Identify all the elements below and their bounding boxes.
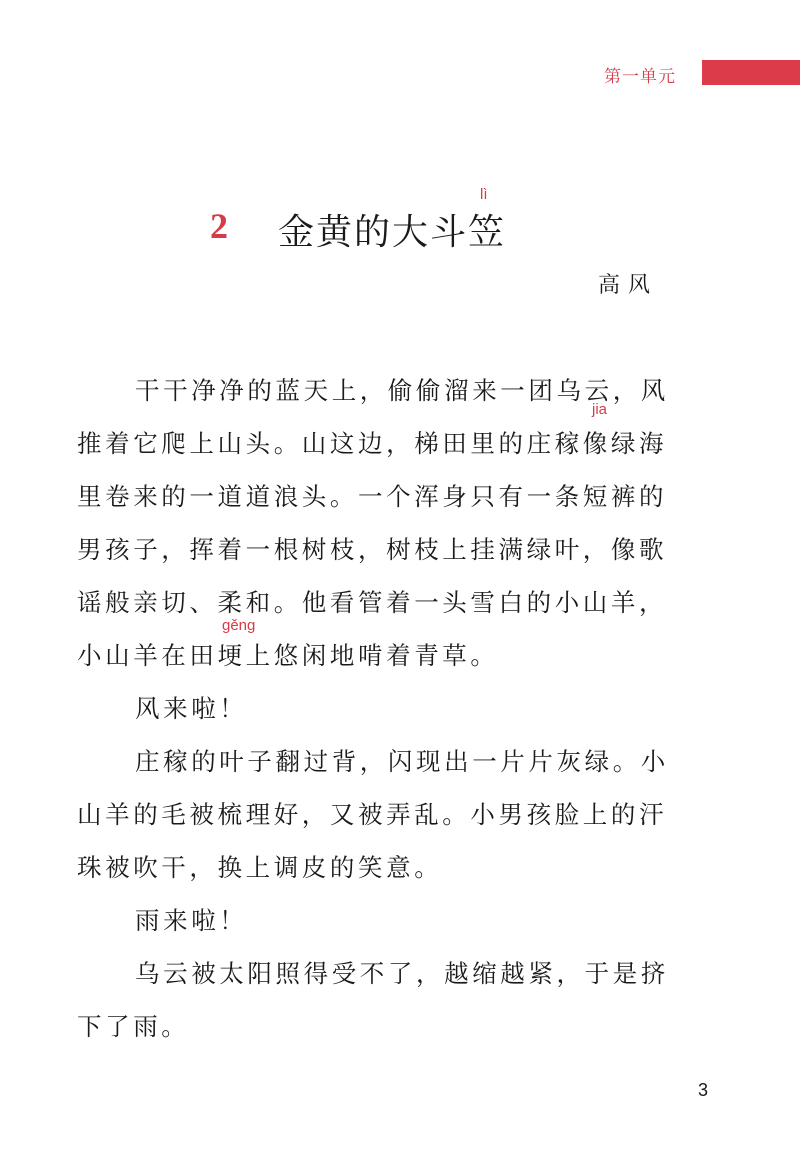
pinyin-annotation-geng: gěng: [222, 617, 256, 634]
lesson-number: 2: [210, 206, 228, 246]
page-number: 3: [698, 1080, 709, 1100]
text-line-10: 珠被吹干，换上调皮的笑意。: [77, 853, 443, 882]
text-line-7: 风来啦！: [135, 694, 248, 723]
text-line-4: 男孩子，挥着一根树枝，树枝上挂满绿叶，像歌: [77, 535, 668, 564]
text-line-6: 小山羊在田埂上悠闲地啃着青草。: [77, 641, 499, 670]
text-line-13: 下了雨。: [77, 1012, 190, 1041]
unit-label: 第一单元: [604, 67, 676, 87]
text-line-3: 里卷来的一道道浪头。一个浑身只有一条短裤的: [77, 482, 668, 511]
text-line-5: 谣般亲切、柔和。他看管着一头雪白的小山羊，: [77, 588, 668, 617]
text-line-1: 干干净净的蓝天上，偷偷溜来一团乌云，风: [135, 376, 669, 405]
text-line-2: 推着它爬上山头。山这边，梯田里的庄稼像绿海: [77, 429, 668, 458]
pinyin-annotation-jia: jia: [592, 401, 608, 418]
text-line-9: 山羊的毛被梳理好，又被弄乱。小男孩脸上的汗: [77, 800, 668, 829]
text-line-11: 雨来啦！: [135, 906, 248, 935]
title-pinyin-annotation: lì: [480, 186, 488, 203]
text-line-8: 庄稼的叶子翻过背，闪现出一片片灰绿。小: [135, 747, 669, 776]
author-name: 高风: [598, 273, 659, 298]
unit-color-bar: [702, 60, 800, 85]
text-line-12: 乌云被太阳照得受不了，越缩越紧，于是挤: [135, 959, 669, 988]
lesson-title: 金黄的大斗笠: [278, 212, 507, 253]
